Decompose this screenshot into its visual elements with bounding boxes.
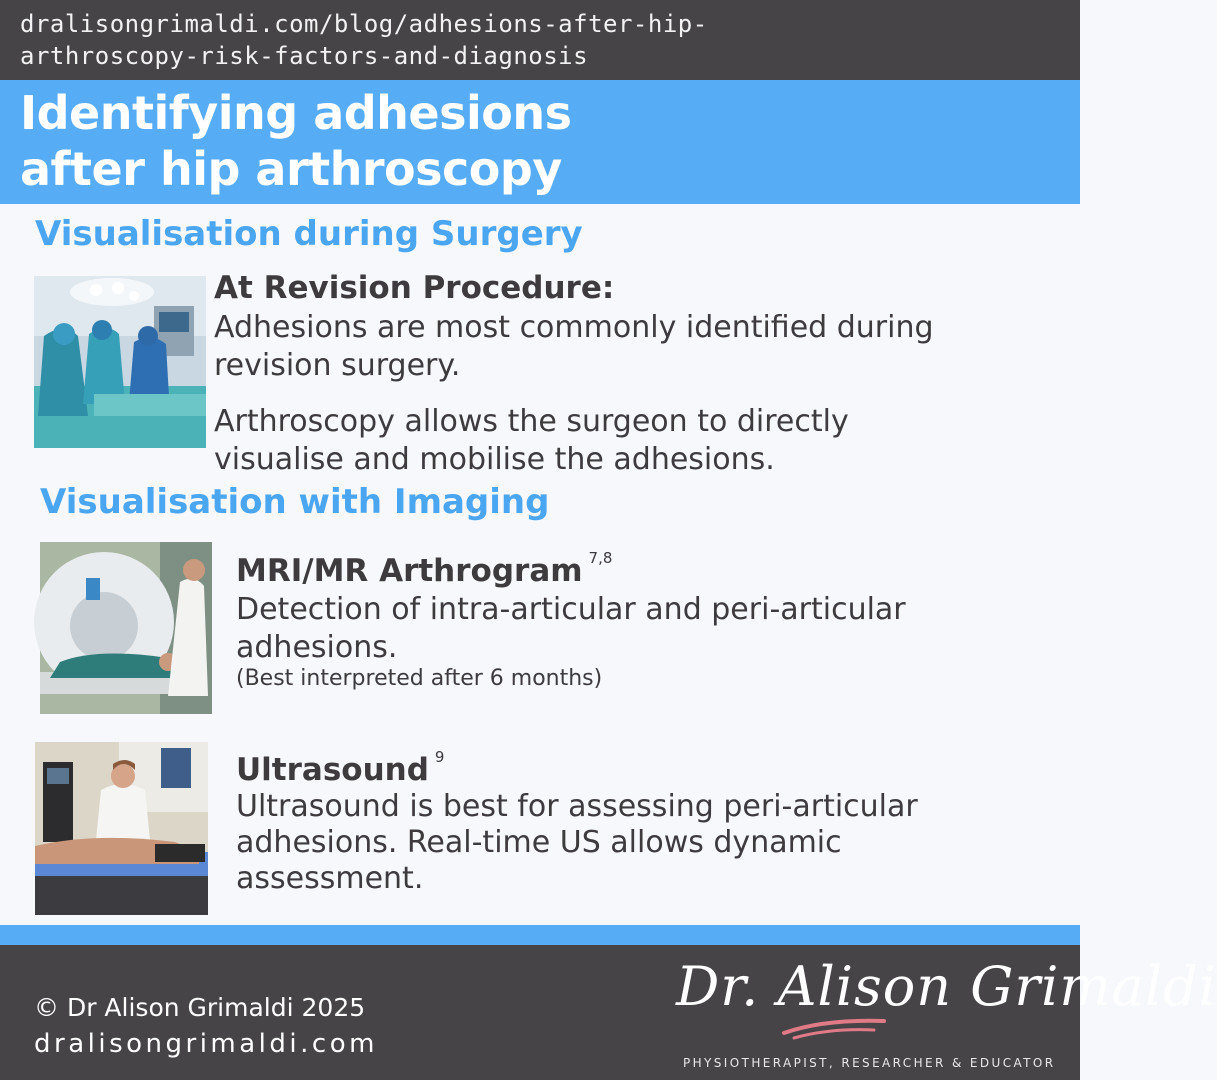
page-title-line-2: after hip arthroscopy — [20, 142, 562, 196]
url-text-line-2: arthroscopy-risk-factors-and-diagnosis — [20, 42, 589, 70]
revision-procedure-title: At Revision Procedure: — [214, 270, 615, 306]
ultrasound-title — [236, 748, 445, 788]
copyright-text: © Dr Alison Grimaldi 2025 — [34, 993, 366, 1022]
ultrasound-description: Ultrasound is best for assessing peri-articular adhesions. Real-time US allows dynamic assessment. — [236, 789, 918, 896]
title-banner — [0, 80, 1080, 204]
mri-description: Detection of intra-articular and peri-articular adhesions. — [236, 592, 906, 665]
imaging-section-heading: Visualisation with Imaging — [40, 482, 550, 522]
footer — [0, 945, 1217, 1080]
ultrasound-reference: 9 — [434, 748, 445, 766]
footer-accent-strip — [0, 925, 1080, 945]
signature-logo: Dr. Alison Grimaldi — [676, 955, 1217, 1018]
url-bar — [0, 0, 1080, 80]
ultrasound-exam-photo — [35, 742, 208, 915]
mri-title-text: MRI/MR Arthrogram — [236, 553, 583, 589]
mri-scanner-photo — [40, 542, 212, 714]
page-title-line-1: Identifying adhesions — [20, 86, 572, 140]
mri-note: (Best interpreted after 6 months) — [236, 666, 603, 691]
mri-reference: 7,8 — [588, 549, 613, 567]
url-text-line-1: dralisongrimaldi.com/blog/adhesions-after-hip- — [20, 10, 708, 38]
operating-room-photo — [34, 276, 206, 448]
surgery-section-heading: Visualisation during Surgery — [35, 214, 583, 254]
ultrasound-title-text: Ultrasound — [236, 752, 429, 788]
revision-paragraph-1: Adhesions are most commonly identified during revision surgery. — [214, 310, 934, 383]
revision-paragraph-2: Arthroscopy allows the surgeon to directly visualise and mobilise the adhesions. — [214, 404, 849, 477]
logo-swash-icon — [780, 1015, 890, 1041]
website-text: dralisongrimaldi.com — [34, 1029, 378, 1059]
logo-tagline: PHYSIOTHERAPIST, RESEARCHER & EDUCATOR — [683, 1056, 1056, 1070]
mri-title — [236, 549, 613, 589]
